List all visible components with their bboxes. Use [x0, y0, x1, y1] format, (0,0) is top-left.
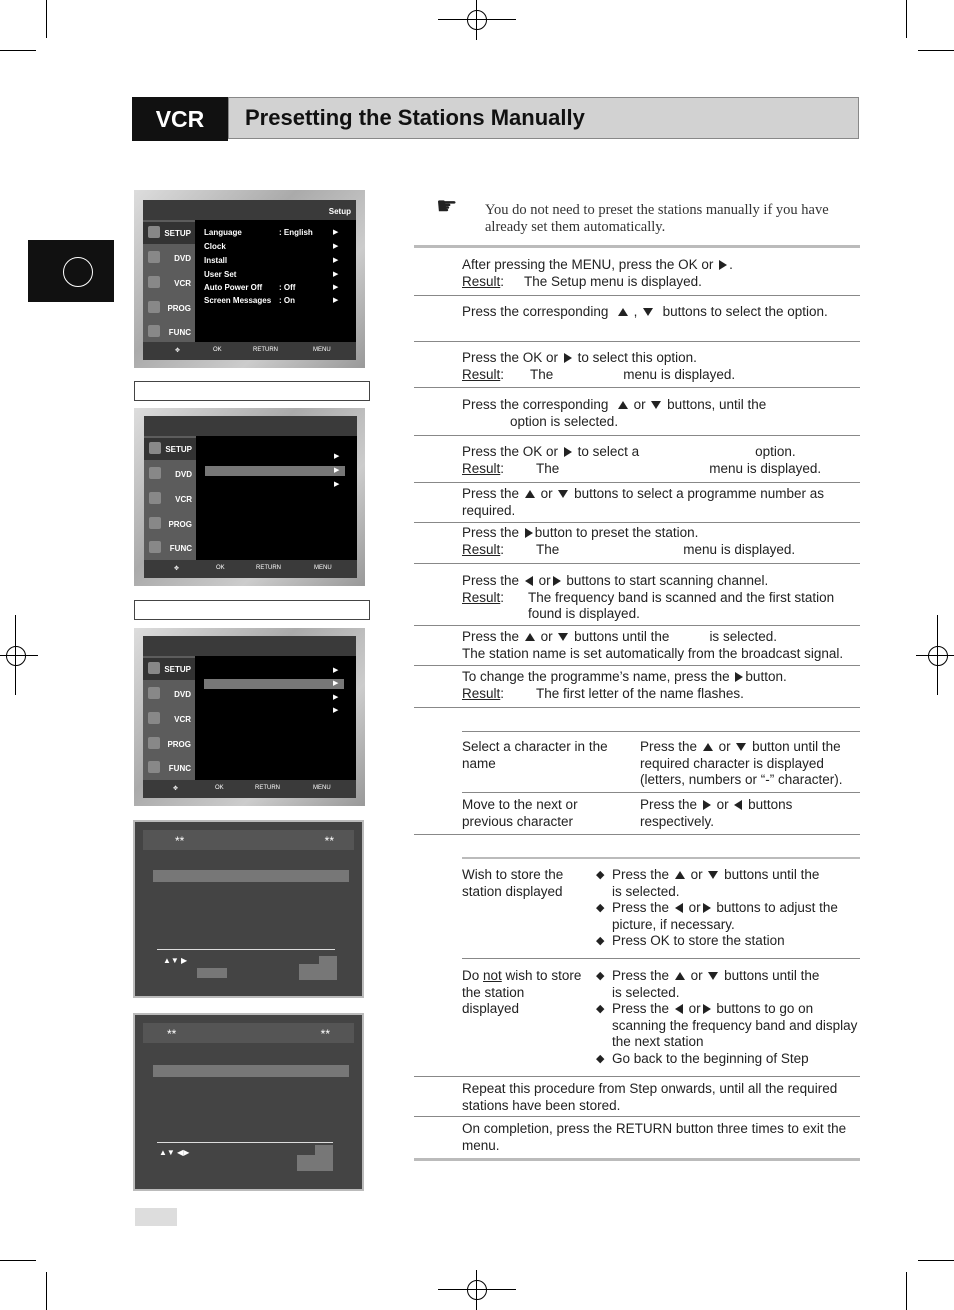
- manual-screen-frame: [134, 628, 365, 806]
- note: You do not need to preset the stations manually if you have already set them automatically.: [485, 202, 829, 235]
- table-cell: Wish to store the station displayed: [462, 867, 564, 899]
- language-tab: [28, 240, 114, 302]
- registration-mark: [928, 646, 948, 666]
- crop-mark: [906, 1272, 907, 1310]
- table-cell: Do not wish to store the station displayed: [462, 968, 582, 1016]
- crop-mark: [918, 50, 954, 51]
- step-repeat: Repeat this procedure from Step onwards, until all the required stations have been stored.: [462, 1081, 838, 1113]
- step-5: Press the OK or to select a option. Result: The menu is displayed.: [462, 444, 822, 476]
- vcr-icon: [148, 276, 160, 288]
- crop-mark: [46, 0, 47, 38]
- step-9: Press the or buttons until the is selected. The station name is set automatically from the broadcast signal.: [462, 629, 844, 661]
- list-item: ◆ Press the or buttons to go on scanning the frequency band and display the next station: [596, 1001, 858, 1049]
- step-6: Press the or buttons to select a programme number as required.: [462, 486, 824, 518]
- caption-box: [134, 381, 370, 401]
- step-4: Press the corresponding or buttons, until the option is selected.: [462, 397, 767, 429]
- install-screen-frame: [134, 408, 365, 586]
- table-cell: Select a character in the name: [462, 739, 608, 771]
- func-icon: [148, 325, 160, 337]
- screen-title: Setup: [328, 207, 351, 216]
- list-item: ◆ Press OK to store the station: [596, 933, 785, 948]
- preset-screen: ** ** ▲▼ ▶: [133, 820, 364, 998]
- crop-mark: [46, 1272, 47, 1310]
- pointing-hand-icon: ☛: [436, 193, 458, 220]
- menu-item: Install: [204, 256, 228, 265]
- circle-icon: [63, 257, 93, 287]
- step-10: To change the programme’s name, press the button. Result: The first letter of the name flashes.: [462, 669, 787, 701]
- setup-menu-screen: Setup SETUP DVD VCR PROG FUNC Language : English ▶ Clock ▶ Install ▶ User Set ▶ Auto Power Off : Off ▶ Screen Messages : On ▶ ✥ OK RETURN MENU: [143, 200, 356, 360]
- prog-icon: [148, 301, 160, 313]
- dvd-icon: [148, 251, 160, 263]
- caption-box: [134, 600, 370, 620]
- step-7: Press the button to preset the station. Result: The menu is displayed.: [462, 525, 796, 557]
- menu-item: Screen Messages: [204, 296, 272, 305]
- list-item: ◆ Press the or buttons to adjust the picture, if necessary.: [596, 900, 838, 932]
- table-cell: Move to the next or previous character: [462, 797, 578, 829]
- menu-item: Auto Power Off: [204, 283, 263, 292]
- registration-mark: [467, 10, 487, 30]
- step-1: After pressing the MENU, press the OK or . Result: The Setup menu is displayed.: [462, 257, 733, 289]
- menu-item: User Set: [204, 270, 237, 279]
- menu-item: Clock: [204, 242, 226, 251]
- step-completion: On completion, press the RETURN button three times to exit the menu.: [462, 1121, 847, 1153]
- page-number-box: [135, 1208, 177, 1226]
- section-tab: VCR: [132, 97, 228, 141]
- setup-screen-frame: [134, 190, 365, 368]
- crop-mark: [906, 0, 907, 38]
- menu-item: Language: [204, 228, 242, 237]
- list-item: ◆ Go back to the beginning of Step: [596, 1051, 809, 1066]
- page-title: Presetting the Stations Manually: [228, 97, 859, 139]
- name-edit-screen: ** ** ▲▼ ◀▶: [133, 1013, 364, 1191]
- crop-mark: [918, 1260, 954, 1261]
- list-item: ◆ Press the or buttons until the is selected.: [596, 968, 820, 1000]
- step-2: Press the corresponding , buttons to select the option.: [462, 304, 828, 319]
- table-cell: Press the or buttons respectively.: [640, 797, 793, 829]
- table-cell: Press the or button until the required character is displayed (letters, numbers or “-” character).: [640, 739, 843, 787]
- setup-icon: [148, 226, 160, 238]
- crop-mark: [0, 1260, 36, 1261]
- registration-mark: [467, 1280, 487, 1300]
- registration-mark: [6, 646, 26, 666]
- step-8: Press the or buttons to start scanning channel. Result: The frequency band is scanned and the first station found is displayed.: [462, 573, 835, 621]
- step-3: Press the OK or to select this option. Result: The menu is displayed.: [462, 350, 736, 382]
- list-item: ◆ Press the or buttons until the is selected.: [596, 867, 820, 899]
- crop-mark: [0, 50, 36, 51]
- manual-setup-screen: SETUP DVD VCR PROG FUNC ▶ ▶ ▶ ▶ ✥ OK RETURN MENU: [143, 636, 356, 798]
- install-menu-screen: SETUP DVD VCR PROG FUNC ▶ ▶ ▶ ✥ OK RETURN MENU: [144, 416, 357, 578]
